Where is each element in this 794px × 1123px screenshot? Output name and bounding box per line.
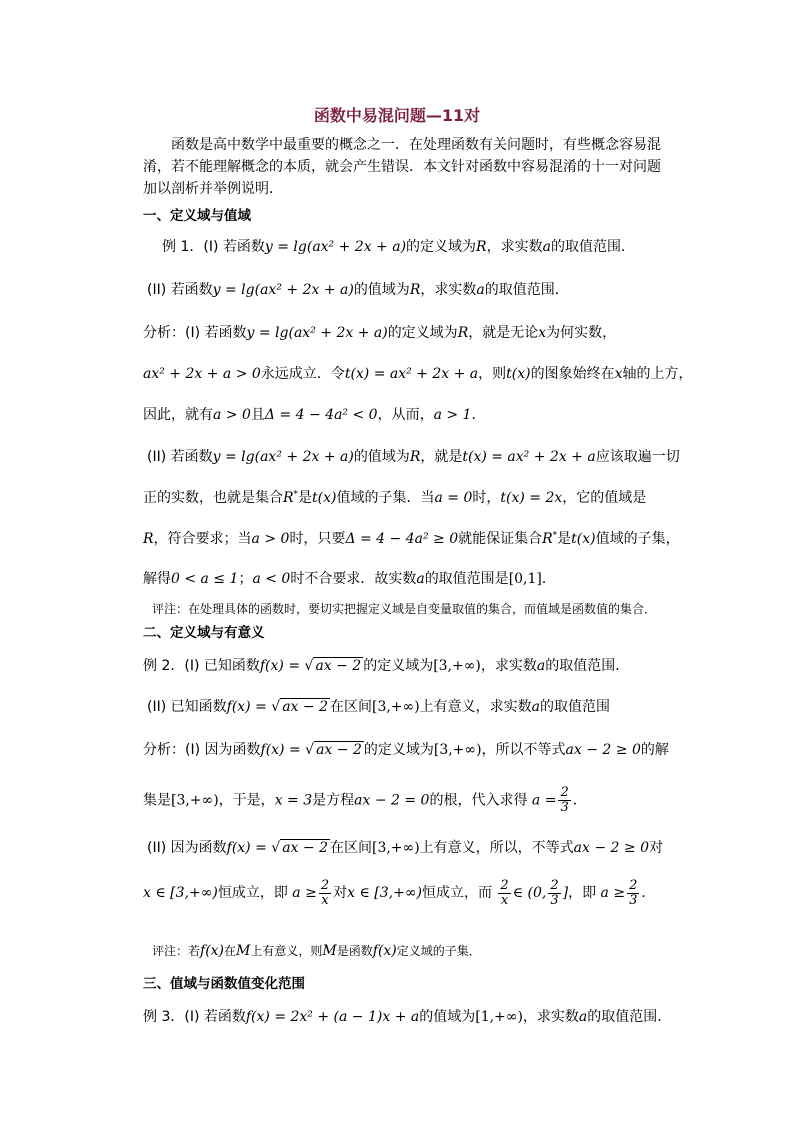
formula: [3,+∞) — [371, 699, 420, 715]
numerator: 2 — [560, 785, 569, 800]
formula: a ≥ — [292, 885, 317, 901]
formula: a < 0 — [252, 571, 291, 587]
example-2-part-1: 例 2．(I) 已知函数f(x) = √ ax − 2 的定义域为[3,+∞)，求实数a的取值范围． — [143, 658, 630, 674]
formula: x = 3 — [274, 792, 313, 809]
formula: f(x) — [200, 943, 225, 959]
analysis-1-line-4 — [147, 446, 680, 466]
note-1: 评注：在处理具体的函数时，要切实把握定义域是自变量取值的集合，而值域是函数值的集合． — [152, 602, 657, 616]
denominator: 3 — [629, 892, 638, 908]
text: ，就是无论 — [468, 325, 539, 341]
formula: * — [293, 489, 299, 500]
page-title: 函数中易混问题—11对 — [313, 106, 481, 125]
formula: a — [578, 1009, 588, 1025]
text: 是方程 — [312, 792, 355, 809]
formula: [3,+∞) — [371, 840, 420, 856]
text: ，所以不等式 — [481, 742, 566, 758]
text: ，求实数 — [420, 282, 477, 298]
example-2-part-2: (II) 已知函数f(x) = √ ax − 2 在区间[3,+∞)上有意义，求实数a的取值范围 — [147, 699, 611, 715]
text: 时不合要求．故实数 — [290, 571, 417, 587]
denominator: 3 — [560, 800, 569, 815]
text: 值域的子集， — [595, 531, 680, 547]
formula: R — [409, 282, 421, 298]
text: 且 — [250, 407, 265, 423]
fraction-2-3 — [548, 879, 560, 908]
text: ． — [541, 571, 556, 587]
text: 的定义域为 — [387, 325, 458, 341]
text: (II) 因为函数 — [147, 840, 227, 856]
formula: ax − 2 — [315, 658, 362, 674]
formula: x ∈ [3,+∞) — [143, 885, 218, 901]
text: 的取值范围． — [550, 239, 635, 255]
example-3-part-1 — [143, 1006, 671, 1026]
text: ，即 — [568, 885, 597, 901]
formula: [3,+∞) — [171, 792, 219, 809]
text: 时，只要 — [289, 531, 346, 547]
formula: ax − 2 — [282, 699, 328, 715]
numerator: 2 — [500, 877, 509, 893]
text: ，于是， — [218, 792, 275, 809]
formula: ax − 2 — [316, 742, 362, 758]
numerator: 2 — [629, 877, 638, 893]
formula: f(x) = — [260, 742, 306, 758]
text: 的根，代入求得 — [429, 792, 528, 809]
text: 的解 — [640, 742, 669, 758]
fraction-2-x — [498, 879, 510, 908]
text: 的值域为 — [419, 1009, 476, 1025]
section-heading-2: 二、定义域与有意义 — [143, 625, 265, 641]
text: 是 — [298, 490, 313, 506]
text: 在 — [224, 944, 237, 958]
formula: t(x) — [312, 490, 337, 506]
text: 轴的上方， — [622, 366, 693, 382]
formula: a = — [531, 792, 557, 809]
text: 集是 — [143, 792, 171, 809]
analysis-1-line-2 — [143, 363, 693, 383]
text: ，符合要求；当 — [153, 531, 252, 547]
text: ． — [641, 885, 656, 901]
text: 的图象始终在 — [530, 366, 615, 382]
text: 分析：(I) 若函数 — [143, 325, 247, 341]
text: ，求实数 — [522, 1009, 579, 1025]
text: 因此，就有 — [143, 407, 213, 423]
text: 例 1．(I) 若函数 — [162, 239, 265, 255]
formula: [3,+∞) — [433, 658, 481, 674]
formula: ] — [562, 885, 569, 901]
formula: ax − 2 ≥ 0 — [565, 742, 641, 758]
text: 例 2．(I) 已知函数 — [143, 658, 260, 674]
formula: a = 0 — [434, 490, 473, 506]
formula: ax − 2 = 0 — [354, 792, 430, 809]
formula: R — [283, 490, 294, 506]
fraction-2-x — [319, 879, 331, 908]
formula: [0,1] — [508, 571, 542, 587]
formula: x — [614, 366, 623, 382]
formula: R — [409, 449, 421, 465]
formula: R — [476, 239, 487, 255]
formula: a — [536, 658, 546, 674]
text: 的取值范围是 — [424, 571, 509, 587]
formula: f(x) = — [226, 699, 272, 715]
text: 分析：(I) 因为函数 — [143, 742, 261, 758]
text: 的定义域为 — [363, 742, 434, 758]
formula: f(x) = — [226, 840, 272, 856]
formula: a > 1 — [433, 407, 472, 423]
formula: ax − 2 — [282, 840, 328, 856]
formula: a — [476, 282, 485, 298]
formula: M — [322, 943, 337, 959]
numerator: 2 — [550, 877, 559, 893]
numerator: 2 — [320, 877, 330, 893]
formula: f(x) = — [259, 658, 305, 674]
denominator: x — [500, 892, 509, 908]
formula: y = lg(ax² + 2x + a) — [212, 282, 354, 298]
formula: ax² + 2x + a > 0 — [143, 366, 261, 382]
text: 的值域为 — [353, 449, 410, 465]
text: 上有意义，所以，不等式 — [419, 840, 574, 856]
analysis-2-line-4 — [143, 878, 655, 908]
formula: [1,+∞) — [475, 1009, 523, 1025]
text: 值域的子集．当 — [336, 490, 435, 506]
fraction-2-3 — [627, 879, 639, 908]
text: 的定义域为 — [406, 239, 477, 255]
formula: * — [552, 530, 558, 541]
formula: Δ = 4 − 4a² < 0 — [264, 407, 378, 423]
formula: a ≥ — [600, 885, 626, 901]
text: (II) 若函数 — [147, 282, 213, 298]
text: 恒成立，而 — [421, 885, 492, 901]
text: 的取值范围 — [540, 699, 611, 715]
text: 的定义域为 — [363, 658, 434, 674]
formula: y = lg(ax² + 2x + a) — [246, 325, 388, 341]
text: 就能保证集合 — [458, 531, 543, 547]
formula: Δ = 4 − 4a² ≥ 0 — [345, 531, 459, 547]
formula: t(x) = 2x — [500, 490, 563, 506]
text: 定义域的子集． — [396, 944, 481, 958]
text: ． — [572, 792, 587, 809]
formula: a — [542, 239, 551, 255]
text: ，则 — [478, 366, 507, 382]
text: 的取值范围． — [587, 1009, 672, 1025]
text: ． — [471, 407, 486, 423]
denominator: 3 — [550, 892, 559, 908]
formula: x ∈ [3,+∞) — [347, 885, 422, 901]
text: ，就是 — [420, 449, 463, 465]
formula: a — [416, 571, 425, 587]
text: 是 — [557, 531, 572, 547]
intro-paragraph: 函数是高中数学中最重要的概念之一．在处理函数有关问题时，有些概念容易混淆，若不能理解概念的本质，就会产生错误．本文针对函数中容易混淆的十一对问题加以剖析并举例说明． — [143, 137, 661, 197]
example-1-part-2 — [147, 279, 569, 299]
formula: t(x) — [506, 366, 531, 382]
fraction-2-3 — [558, 786, 570, 815]
text: 为何实数， — [546, 325, 617, 341]
text: ，求实数 — [480, 658, 537, 674]
formula: R — [542, 531, 553, 547]
formula: y = lg(ax² + 2x + a) — [212, 449, 354, 465]
text: 在区间 — [329, 840, 372, 856]
analysis-1-line-5 — [143, 487, 646, 507]
text: 评注：若 — [152, 944, 201, 958]
formula: R — [143, 531, 154, 547]
text: ，它的值域是 — [562, 490, 647, 506]
text: ； — [238, 571, 253, 587]
text: 应该取遍一切 — [595, 449, 680, 465]
text: (II) 已知函数 — [147, 699, 227, 715]
text: 的值域为 — [353, 282, 410, 298]
denominator: x — [321, 892, 329, 908]
text: (II) 若函数 — [147, 449, 213, 465]
text: ，求实数 — [486, 239, 543, 255]
example-1-part-1 — [162, 236, 635, 256]
formula: x — [538, 325, 547, 341]
note-2 — [152, 942, 481, 959]
text: 对 — [333, 885, 348, 901]
text: 是函数 — [336, 944, 373, 958]
formula: a — [531, 699, 541, 715]
formula: 0 < a ≤ 1 — [171, 571, 239, 587]
formula: y = lg(ax² + 2x + a) — [264, 239, 407, 255]
text: 的取值范围． — [545, 658, 630, 674]
formula: ∈ (0, — [512, 885, 547, 901]
analysis-2-line-1: 分析：(I) 因为函数f(x) = √ ax − 2 的定义域为[3,+∞)，所以不等式ax − 2 ≥ 0的解 — [143, 742, 669, 758]
analysis-2-line-3: (II) 因为函数f(x) = √ ax − 2 在区间[3,+∞)上有意义，所以，不等式ax − 2 ≥ 0对 — [147, 840, 663, 856]
text: 在区间 — [329, 699, 372, 715]
formula: a > 0 — [251, 531, 290, 547]
formula: R — [457, 325, 469, 341]
section-heading-1: 一、定义域与值域 — [143, 208, 251, 224]
formula: f(x) = 2x² + (a − 1)x + a — [245, 1009, 420, 1025]
formula: t(x) — [571, 531, 596, 547]
formula: [3,+∞) — [433, 742, 482, 758]
formula: t(x) = ax² + 2x + a — [462, 449, 596, 465]
analysis-1-line-3 — [143, 404, 485, 424]
analysis-1-line-6 — [143, 528, 680, 548]
text: ，从而， — [377, 407, 434, 423]
formula: M — [236, 943, 251, 959]
text: 上有意义，求实数 — [419, 699, 532, 715]
formula: ax − 2 ≥ 0 — [573, 840, 649, 856]
text: 时， — [472, 490, 501, 506]
text: 解得 — [143, 571, 171, 587]
section-heading-3: 三、值域与函数值变化范围 — [143, 976, 305, 992]
formula: f(x) — [372, 943, 397, 959]
analysis-1-line-1 — [143, 322, 616, 342]
text: 例 3．(I) 若函数 — [143, 1009, 246, 1025]
formula: t(x) = ax² + 2x + a — [344, 366, 479, 382]
text: 永远成立．令 — [260, 366, 345, 382]
formula: a > 0 — [213, 407, 251, 423]
text: 上有意义，则 — [250, 944, 323, 958]
text: 恒成立，即 — [217, 885, 288, 901]
analysis-1-line-7 — [143, 568, 556, 588]
analysis-2-line-2 — [143, 786, 587, 815]
text: 的取值范围． — [484, 282, 569, 298]
text: 对 — [649, 840, 663, 856]
text: 正的实数，也就是集合 — [143, 490, 283, 506]
